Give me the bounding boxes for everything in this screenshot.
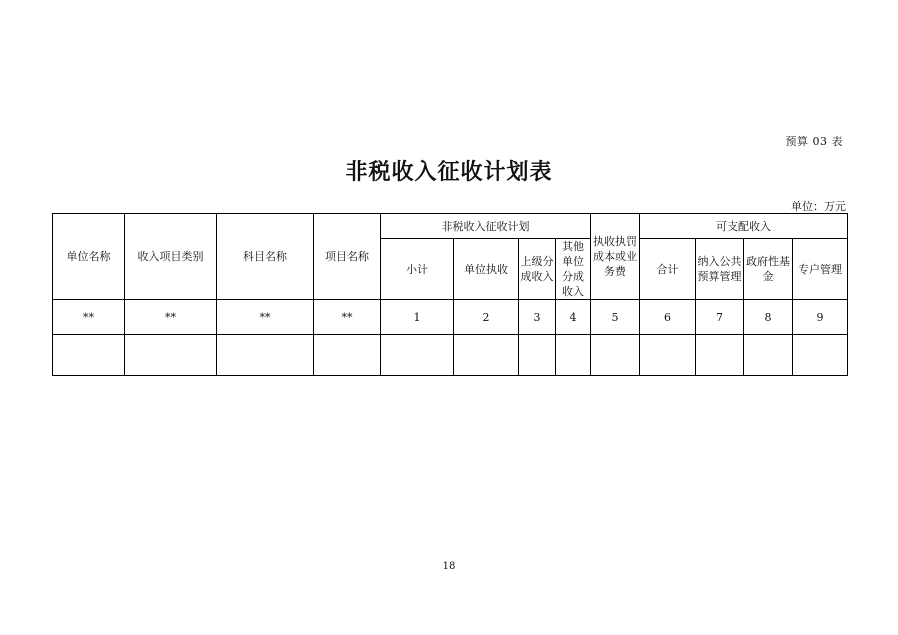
header-row-1 xyxy=(53,214,848,239)
index-cell: 8 xyxy=(744,300,793,335)
col-header-total: 合计 xyxy=(640,239,696,300)
col-header-subject-name: 科目名称 xyxy=(217,214,314,300)
plan-table xyxy=(52,213,848,376)
data-cell[interactable] xyxy=(640,335,696,376)
col-header-unit-collect: 单位执收 xyxy=(454,239,519,300)
data-cell[interactable] xyxy=(125,335,217,376)
data-cell[interactable] xyxy=(591,335,640,376)
unit-label: 单位：万元 xyxy=(791,200,846,213)
page-number: 18 xyxy=(442,561,456,572)
col-header-income-category: 收入项目类别 xyxy=(125,214,217,300)
index-cell: 6 xyxy=(640,300,696,335)
col-header-unit-name: 单位名称 xyxy=(53,214,125,300)
index-cell: ** xyxy=(314,300,381,335)
data-cell[interactable] xyxy=(217,335,314,376)
index-row xyxy=(53,300,848,335)
data-cell[interactable] xyxy=(793,335,848,376)
col-header-public-budget: 纳入公共预算管理 xyxy=(696,239,744,300)
data-cell[interactable] xyxy=(381,335,454,376)
page-title: 非税收入征收计划表 xyxy=(345,160,553,185)
data-cell[interactable] xyxy=(744,335,793,376)
data-cell[interactable] xyxy=(696,335,744,376)
index-cell: 5 xyxy=(591,300,640,335)
col-header-other-share: 其他单位分成收入 xyxy=(556,239,591,300)
data-cell[interactable] xyxy=(556,335,591,376)
data-cell[interactable] xyxy=(314,335,381,376)
group-header-plan: 非税收入征收计划 xyxy=(381,214,591,239)
index-cell: 9 xyxy=(793,300,848,335)
index-cell: 4 xyxy=(556,300,591,335)
data-cell[interactable] xyxy=(519,335,556,376)
data-cell[interactable] xyxy=(454,335,519,376)
col-header-project-name: 项目名称 xyxy=(314,214,381,300)
col-header-gov-fund: 政府性基金 xyxy=(744,239,793,300)
data-row xyxy=(53,335,848,376)
index-cell: ** xyxy=(125,300,217,335)
index-cell: ** xyxy=(53,300,125,335)
col-header-upper-share: 上级分成收入 xyxy=(519,239,556,300)
col-header-special-account: 专户管理 xyxy=(793,239,848,300)
group-header-disposable: 可支配收入 xyxy=(640,214,848,239)
col-header-enforce-cost: 执收执罚成本或业务费 xyxy=(591,214,640,300)
form-code: 预算 03 表 xyxy=(785,135,843,148)
index-cell: 2 xyxy=(454,300,519,335)
index-cell: ** xyxy=(217,300,314,335)
index-cell: 3 xyxy=(519,300,556,335)
index-cell: 7 xyxy=(696,300,744,335)
data-cell[interactable] xyxy=(53,335,125,376)
index-cell: 1 xyxy=(381,300,454,335)
col-header-subtotal: 小计 xyxy=(381,239,454,300)
